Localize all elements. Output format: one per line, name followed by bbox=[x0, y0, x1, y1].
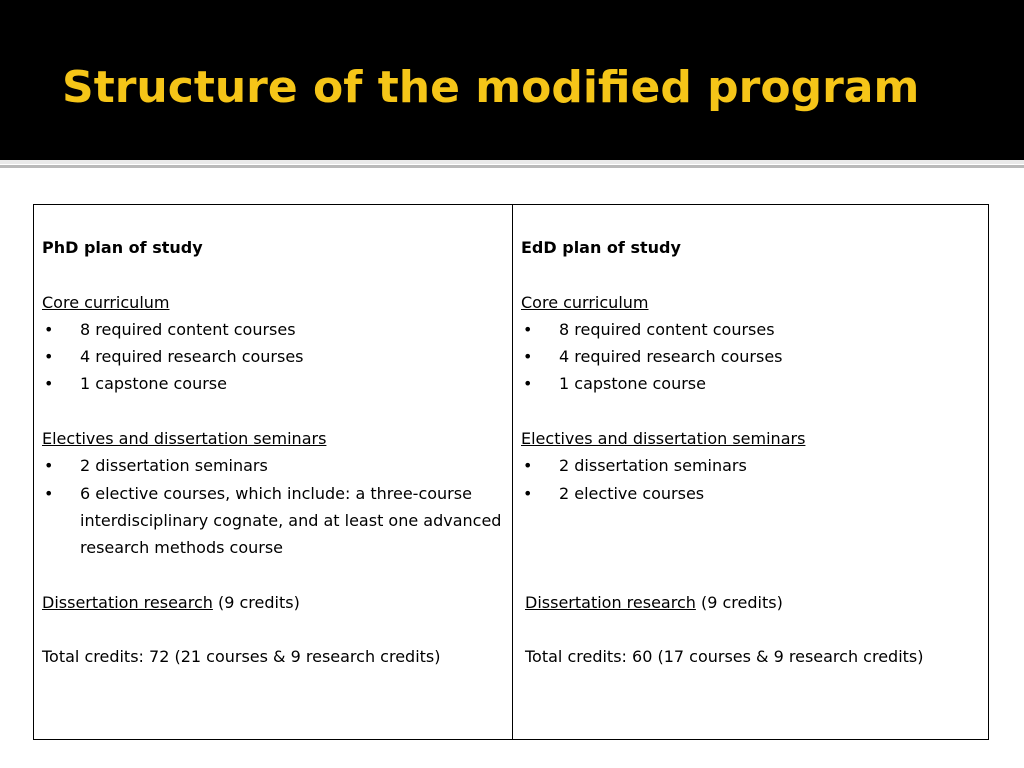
bullet-icon: • bbox=[523, 483, 533, 503]
edd-total-credits: Total credits: 60 (17 courses & 9 research credits) bbox=[525, 647, 924, 667]
phd-total-credits: Total credits: 72 (21 courses & 9 research credits) bbox=[42, 647, 441, 667]
title-divider-shadow bbox=[0, 165, 1024, 168]
edd-electives-label: Electives and dissertation seminars bbox=[521, 429, 806, 449]
list-item: • 6 elective courses, which include: a three-course interdisciplinary cognate, and at least one advanced research methods course bbox=[42, 480, 504, 562]
bullet-icon: • bbox=[44, 347, 54, 367]
bullet-icon: • bbox=[44, 319, 54, 339]
slide-title: Structure of the modified program bbox=[62, 62, 920, 113]
edd-dissertation-credits: (9 credits) bbox=[700, 592, 783, 612]
bullet-icon: • bbox=[44, 483, 54, 503]
bullet-icon: • bbox=[523, 456, 533, 476]
plan-comparison-table bbox=[33, 204, 989, 740]
phd-core-label: Core curriculum bbox=[42, 292, 170, 312]
list-item: • 4 required research courses bbox=[42, 343, 504, 370]
list-item: • 2 dissertation seminars bbox=[42, 452, 504, 479]
bullet-icon: • bbox=[523, 374, 533, 394]
phd-heading: PhD plan of study bbox=[42, 238, 203, 257]
bullet-icon: • bbox=[523, 319, 533, 339]
list-item: • 2 elective courses bbox=[521, 480, 980, 507]
title-divider bbox=[0, 160, 1024, 164]
list-item: • 8 required content courses bbox=[42, 316, 504, 343]
bullet-icon: • bbox=[44, 374, 54, 394]
bullet-icon: • bbox=[44, 456, 54, 476]
list-item: • 4 required research courses bbox=[521, 343, 980, 370]
title-bar bbox=[0, 0, 1024, 160]
list-item: • 1 capstone course bbox=[521, 370, 980, 397]
phd-electives-label: Electives and dissertation seminars bbox=[42, 429, 327, 449]
edd-core-label: Core curriculum bbox=[521, 292, 649, 312]
phd-dissertation-credits: (9 credits) bbox=[217, 592, 300, 612]
bullet-icon: • bbox=[523, 347, 533, 367]
edd-column bbox=[513, 205, 988, 739]
list-item: • 1 capstone course bbox=[42, 370, 504, 397]
list-item: • 2 dissertation seminars bbox=[521, 452, 980, 479]
phd-column bbox=[34, 205, 513, 739]
edd-heading: EdD plan of study bbox=[521, 238, 681, 257]
edd-dissertation-label: Dissertation research bbox=[525, 592, 696, 612]
phd-dissertation-label: Dissertation research bbox=[42, 592, 213, 612]
list-item: • 8 required content courses bbox=[521, 316, 980, 343]
